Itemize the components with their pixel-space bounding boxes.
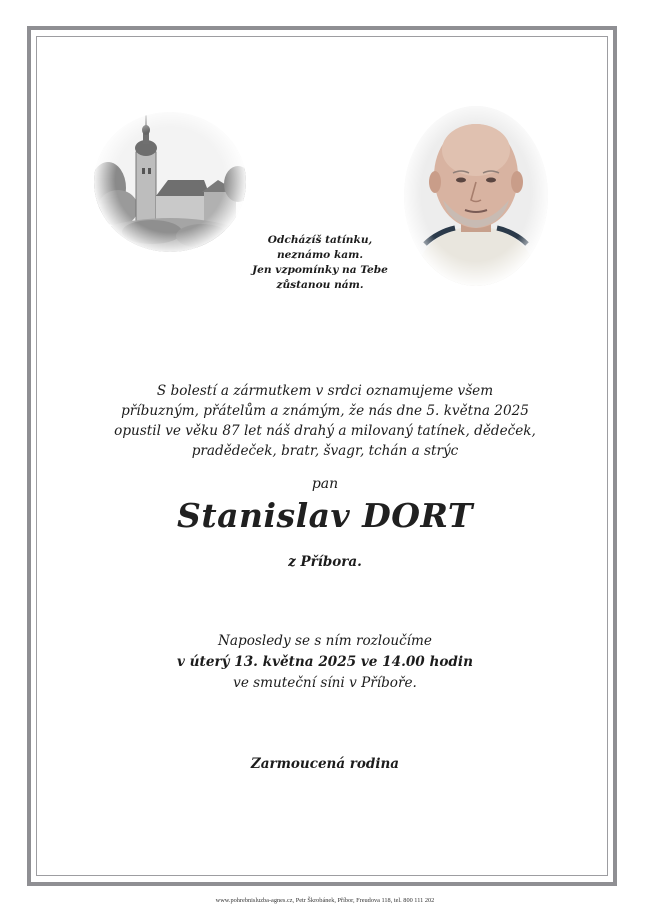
announcement-line: příbuzným, přátelům a známým, že nás dne 5. května 2025 — [121, 403, 529, 419]
verse-line: zůstanou nám. — [276, 279, 364, 291]
church-photo — [92, 108, 248, 258]
announcement-line: opustil ve věku 87 let náš drahý a milovaný tatínek, dědeček, — [114, 423, 536, 439]
verse-line: Odcházíš tatínku, — [267, 234, 373, 246]
farewell-datetime: v úterý 13. května 2025 ve 14.00 hodin — [177, 654, 473, 670]
family-signature: Zarmoucená rodina — [250, 756, 400, 772]
deceased-name: Stanislav DORT — [177, 496, 473, 535]
announcement-line: pradědeček, bratr, švagr, tchán a strýc — [191, 443, 459, 459]
announcement-text — [110, 381, 540, 461]
farewell-place: ve smuteční síni v Příboře. — [233, 675, 417, 691]
announcement-line: S bolestí a zármutkem v srdci oznamujeme všem — [156, 383, 494, 399]
verse-line: Jen vzpomínky na Tebe — [252, 264, 388, 276]
memorial-verse — [232, 233, 408, 293]
portrait-photo — [403, 104, 549, 288]
deceased-origin: z Příbora. — [288, 554, 362, 570]
funeral-service-footer: www.pohrebnisluzba-agnes.cz, Petr Škrobánek, Příbor, Freudova 118, tel. 800 111 202 — [215, 897, 435, 904]
verse-line: neznámo kam. — [276, 249, 364, 261]
farewell-line: Naposledy se s ním rozloučíme — [218, 633, 432, 649]
honorific-title: pan — [311, 476, 339, 492]
farewell-details — [120, 631, 530, 694]
